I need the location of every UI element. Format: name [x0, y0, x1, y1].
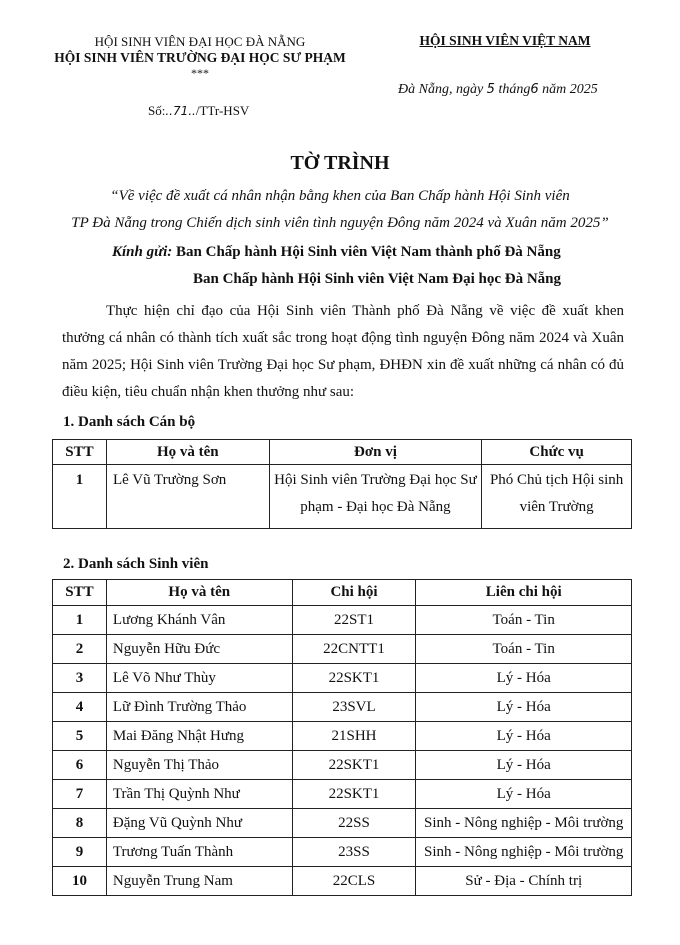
cell-chi-hoi: 22CNTT1	[292, 635, 416, 664]
issuer-name: HỘI SINH VIÊN TRƯỜNG ĐẠI HỌC SƯ PHẠM	[54, 50, 346, 65]
national-header: HỘI SINH VIÊN VIỆT NAM	[419, 33, 591, 48]
col-header-name: Họ và tên	[106, 580, 292, 606]
cell-lien-chi-hoi: Lý - Hóa	[416, 693, 632, 722]
table-row	[53, 780, 632, 809]
issuer-parent: HỘI SINH VIÊN ĐẠI HỌC ĐÀ NẴNG	[94, 34, 306, 49]
recipient-1: Ban Chấp hành Hội Sinh viên Việt Nam thành phố Đà Nẵng	[172, 244, 561, 260]
table-row	[53, 838, 632, 867]
cell-name: Nguyễn Trung Nam	[106, 867, 292, 896]
cell-lien-chi-hoi: Lý - Hóa	[416, 780, 632, 809]
cell-chi-hoi: 23SVL	[292, 693, 416, 722]
cell-unit: Hội Sinh viên Trường Đại học Sư phạm - Đại học Đà Nẵng	[269, 465, 482, 529]
document-title: TỜ TRÌNH	[290, 152, 390, 174]
cell-name: Lương Khánh Vân	[106, 606, 292, 635]
table-row	[53, 867, 632, 896]
staff-table	[52, 439, 632, 529]
cell-stt: 9	[53, 838, 107, 867]
col-header-chi-hoi: Chi hội	[292, 580, 416, 606]
cell-stt: 5	[53, 722, 107, 751]
subtitle-line-1: “Về việc đề xuất cá nhân nhận bằng khen của Ban Chấp hành Hội Sinh viên	[110, 188, 570, 204]
cell-position: Phó Chủ tịch Hội sinh viên Trường	[482, 465, 632, 529]
body-text	[62, 298, 624, 406]
cell-chi-hoi: 23SS	[292, 838, 416, 867]
cell-lien-chi-hoi: Lý - Hóa	[416, 722, 632, 751]
cell-lien-chi-hoi: Sinh - Nông nghiệp - Môi trường	[416, 838, 632, 867]
date-line	[398, 82, 598, 98]
date-mid: tháng	[494, 82, 531, 97]
table-row	[53, 465, 632, 529]
col-header-stt: STT	[53, 440, 107, 465]
cell-stt: 1	[53, 465, 107, 529]
section-2-title: 2. Danh sách Sinh viên	[63, 556, 209, 572]
cell-chi-hoi: 22SKT1	[292, 751, 416, 780]
date-day: 5	[486, 82, 495, 97]
date-suffix: năm 2025	[538, 82, 598, 97]
recipient-line-1	[112, 244, 561, 261]
col-header-name: Họ và tên	[106, 440, 269, 465]
cell-lien-chi-hoi: Lý - Hóa	[416, 664, 632, 693]
col-header-unit: Đơn vị	[269, 440, 482, 465]
date-month: 6	[530, 82, 539, 97]
cell-lien-chi-hoi: Toán - Tin	[416, 635, 632, 664]
col-header-stt: STT	[53, 580, 107, 606]
doc-no-suffix: /TTr-HSV	[195, 103, 250, 118]
cell-chi-hoi: 22CLS	[292, 867, 416, 896]
table-row	[53, 664, 632, 693]
issuer-stars: ***	[191, 66, 209, 80]
table-row	[53, 635, 632, 664]
table-row	[53, 722, 632, 751]
recipient-2: Ban Chấp hành Hội Sinh viên Việt Nam Đại học Đà Nẵng	[193, 271, 561, 287]
cell-chi-hoi: 22SKT1	[292, 664, 416, 693]
table-row	[53, 751, 632, 780]
student-table	[52, 579, 632, 896]
cell-lien-chi-hoi: Lý - Hóa	[416, 751, 632, 780]
table-row	[53, 809, 632, 838]
cell-chi-hoi: 22SKT1	[292, 780, 416, 809]
cell-stt: 7	[53, 780, 107, 809]
cell-lien-chi-hoi: Sinh - Nông nghiệp - Môi trường	[416, 809, 632, 838]
cell-stt: 3	[53, 664, 107, 693]
doc-no-handwritten: ..71..	[165, 104, 196, 118]
cell-stt: 6	[53, 751, 107, 780]
table-header-row	[53, 440, 632, 465]
cell-name: Lê Vũ Trường Sơn	[106, 465, 269, 529]
cell-name: Trần Thị Quỳnh Như	[106, 780, 292, 809]
cell-chi-hoi: 22ST1	[292, 606, 416, 635]
col-header-lien-chi-hoi: Liên chi hội	[416, 580, 632, 606]
cell-name: Lữ Đình Trường Thảo	[106, 693, 292, 722]
table-header-row	[53, 580, 632, 606]
doc-no-prefix: Số:	[148, 103, 166, 118]
cell-chi-hoi: 21SHH	[292, 722, 416, 751]
cell-stt: 10	[53, 867, 107, 896]
table-row	[53, 693, 632, 722]
cell-name: Lê Võ Như Thùy	[106, 664, 292, 693]
table-row	[53, 606, 632, 635]
subtitle-line-2: TP Đà Nẵng trong Chiến dịch sinh viên tình nguyện Đông năm 2024 và Xuân năm 2025”	[71, 215, 609, 231]
cell-name: Nguyễn Thị Thảo	[106, 751, 292, 780]
cell-name: Nguyễn Hữu Đức	[106, 635, 292, 664]
cell-name: Mai Đăng Nhật Hưng	[106, 722, 292, 751]
body-paragraph: Thực hiện chỉ đạo của Hội Sinh viên Thành phố Đà Nẵng về việc đề xuất khen thưởng cá nhân có thành tích xuất sắc trong hoạt động tình nguyện Đông năm 2024 và Xuân năm 2025; Hội Sinh viên Trường Đại học Sư phạm, ĐHĐN xin đề xuất những cá nhân có đủ điều kiện, tiêu chuẩn nhận khen thưởng như sau:	[62, 303, 624, 400]
col-header-position: Chức vụ	[482, 440, 632, 465]
cell-name: Trương Tuấn Thành	[106, 838, 292, 867]
cell-stt: 2	[53, 635, 107, 664]
document-number	[148, 103, 249, 119]
cell-chi-hoi: 22SS	[292, 809, 416, 838]
cell-lien-chi-hoi: Sử - Địa - Chính trị	[416, 867, 632, 896]
section-1-title: 1. Danh sách Cán bộ	[63, 414, 196, 430]
cell-stt: 4	[53, 693, 107, 722]
recipient-label: Kính gửi:	[112, 244, 173, 260]
cell-lien-chi-hoi: Toán - Tin	[416, 606, 632, 635]
cell-stt: 8	[53, 809, 107, 838]
cell-stt: 1	[53, 606, 107, 635]
cell-name: Đặng Vũ Quỳnh Như	[106, 809, 292, 838]
date-prefix: Đà Nẵng, ngày	[398, 82, 487, 97]
